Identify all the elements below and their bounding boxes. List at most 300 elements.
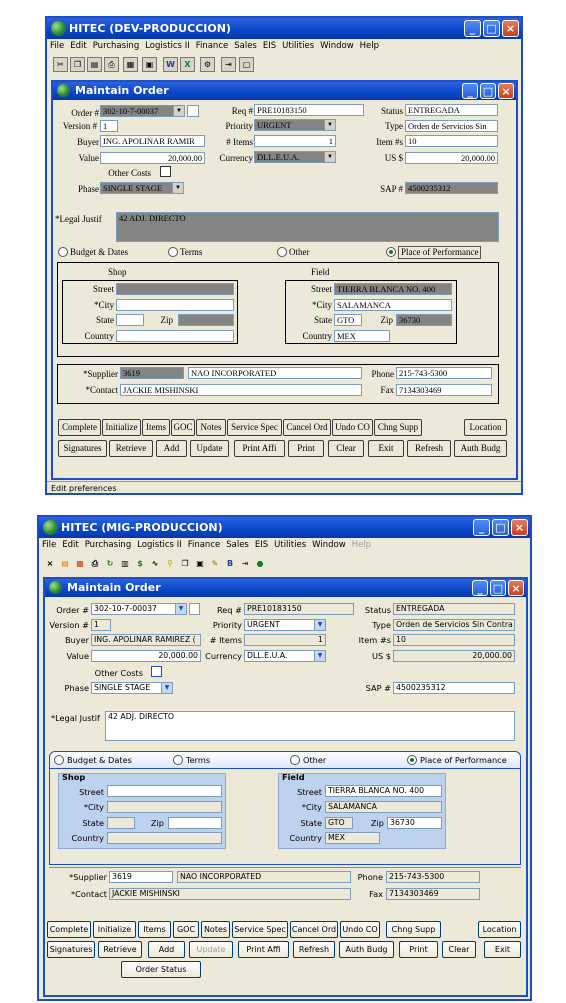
field-city-field [325, 801, 442, 813]
shop-street-label: Street [93, 284, 114, 294]
signatures-button[interactable]: Signatures [58, 440, 107, 457]
value-value: 20,000.00 [168, 153, 202, 163]
phone-label: Phone [371, 369, 394, 379]
maximize-icon[interactable]: □ [492, 519, 509, 536]
globe-icon [49, 581, 62, 594]
shop-street-field[interactable] [116, 283, 234, 295]
mig-child-window [43, 577, 528, 997]
req-field[interactable] [254, 104, 364, 116]
initialize-button[interactable]: Initialize [93, 921, 136, 938]
tab-other[interactable]: Other [289, 247, 310, 257]
priority-select[interactable] [244, 619, 326, 631]
us-value: 20,000.00 [461, 153, 495, 163]
chevron-down-icon[interactable]: ▼ [173, 106, 184, 116]
phase-label: Phase [78, 184, 99, 194]
tab-budget[interactable]: Budget & Dates [70, 247, 128, 257]
field-state-field[interactable] [334, 314, 362, 326]
supplier-panel [49, 867, 521, 905]
menu-finance[interactable]: Finance [187, 540, 221, 550]
us-field [393, 650, 515, 662]
items-button[interactable]: Items [142, 419, 170, 436]
menu-edit[interactable]: Edit [70, 41, 87, 51]
print-button[interactable]: Print [399, 941, 438, 958]
place-panel [49, 769, 521, 865]
supplier-name-value: NAO INCORPORATED [191, 368, 277, 378]
item-hash-value: 10 [396, 635, 406, 644]
buyer-label: Buyer [64, 635, 89, 645]
shop-title: Shop [108, 267, 127, 277]
copy-icon[interactable]: ❐ [181, 559, 189, 568]
fax-field [386, 888, 480, 900]
dollar-icon[interactable]: $ [137, 559, 143, 568]
menu-file[interactable]: File [50, 41, 65, 51]
legal-label: *Legal Justif [51, 713, 100, 723]
place-panel [57, 262, 499, 357]
word-icon[interactable]: W [163, 57, 178, 72]
us-field [405, 152, 498, 164]
globe-icon [51, 21, 66, 36]
refresh-button[interactable]: Refresh [407, 440, 451, 457]
field-country-label: Country [302, 331, 332, 341]
field-title: Field [282, 772, 305, 782]
field-street-value: TIERRA BLANCA NO. 400 [337, 284, 436, 294]
field-zip-field[interactable] [387, 817, 442, 829]
order-value: 302-10-7-00037 [94, 604, 158, 613]
priority-value: URGENT [257, 120, 292, 130]
field-street-label: Street [297, 787, 322, 797]
shop-state-field[interactable] [116, 314, 144, 326]
chevron-down-icon[interactable]: ▼ [324, 120, 335, 130]
order-status-button[interactable]: Order Status [121, 961, 201, 978]
status-text: Edit preferences [51, 484, 117, 493]
update-button[interactable]: Update [190, 440, 229, 457]
tab-terms[interactable]: Terms [186, 755, 211, 765]
type-field [405, 120, 498, 132]
graph-icon[interactable]: ∿ [151, 559, 159, 568]
location-button[interactable]: Location [464, 419, 507, 436]
complete-button[interactable]: Complete [47, 921, 91, 938]
req-value: PRE10183150 [247, 604, 302, 613]
tab-other[interactable]: Other [303, 755, 327, 765]
menu-utilities[interactable]: Utilities [274, 540, 307, 550]
shop-country-field [107, 832, 222, 844]
field-street-value: TIERRA BLANCA NO. 400 [328, 786, 425, 795]
dev-app-title: HITEC (DEV-PRODUCCION) [69, 22, 231, 35]
item-hash-value: 10 [408, 136, 417, 146]
other-costs-checkbox[interactable] [160, 166, 171, 177]
goc-button[interactable]: GOC [171, 419, 195, 436]
items-field [254, 135, 336, 147]
type-label: Type [385, 121, 403, 131]
legal-field[interactable] [105, 711, 515, 741]
notes-button[interactable]: Notes [201, 921, 230, 938]
us-label: US $ [384, 153, 403, 163]
add-button[interactable]: Add [148, 941, 185, 958]
supplier-code-value: 3619 [123, 368, 140, 378]
tab-place[interactable]: Place of Performance [420, 755, 507, 765]
type-label: Type [372, 620, 391, 630]
supplier-code-field[interactable] [120, 367, 184, 379]
close-icon[interactable]: × [46, 559, 54, 568]
chevron-down-icon[interactable]: ▼ [314, 651, 325, 661]
window-icon[interactable]: ▢ [239, 57, 254, 72]
menu-logistics[interactable]: Logistics II [137, 540, 182, 550]
buyer-value: ING. APOLINAR RAMIR [103, 136, 195, 146]
update-button: Update [189, 941, 233, 958]
menu-help[interactable]: Help [359, 41, 380, 51]
supplier-code-field[interactable] [109, 871, 173, 883]
close-icon[interactable]: × [498, 83, 514, 99]
tab-other-radio[interactable] [290, 755, 300, 765]
chevron-down-icon[interactable]: ▼ [161, 683, 172, 693]
phase-label: Phase [64, 683, 89, 693]
supplier-label: *Supplier [69, 872, 107, 882]
currency-select[interactable] [254, 151, 336, 163]
phase-select[interactable] [100, 182, 184, 194]
doc-icon[interactable]: ▥ [121, 559, 129, 568]
paste-icon[interactable]: ▣ [196, 559, 204, 568]
field-state-label: State [300, 818, 322, 828]
close-icon[interactable]: × [511, 519, 528, 536]
complete-button[interactable]: Complete [58, 419, 101, 436]
close-icon[interactable]: × [502, 20, 519, 37]
sap-field[interactable] [405, 182, 498, 194]
buyer-field [91, 634, 201, 646]
sap-label: SAP # [380, 184, 403, 194]
tab-place-radio[interactable] [386, 247, 396, 257]
status-value: ENTREGADA [396, 604, 445, 613]
report-icon[interactable]: ▦ [76, 559, 84, 568]
items-field [244, 634, 326, 646]
retrieve-button[interactable]: Retrieve [109, 440, 153, 457]
shop-title: Shop [62, 772, 86, 782]
contact-label: *Contact [71, 889, 107, 899]
print-icon[interactable]: ⎙ [91, 559, 99, 568]
item-hash-field [405, 135, 498, 147]
contact-field[interactable] [120, 384, 362, 396]
supplier-label: *Supplier [83, 369, 118, 379]
fax-value: 7134303469 [399, 385, 442, 395]
sap-value: 4500235312 [396, 683, 446, 692]
other-costs-label: Other Costs [108, 168, 151, 178]
field-city-field[interactable] [334, 299, 452, 311]
other-costs-label: Other Costs [94, 668, 143, 678]
supplier-name-field [177, 871, 351, 883]
chevron-down-icon[interactable]: ▼ [172, 183, 183, 193]
field-street-field[interactable] [334, 283, 452, 295]
service-spec-button[interactable]: Service Spec [227, 419, 282, 436]
cut-icon[interactable]: ✂ [53, 57, 68, 72]
sap-field[interactable] [393, 682, 515, 694]
shop-city-field[interactable] [116, 299, 234, 311]
mig-toolbar [39, 554, 530, 574]
fax-field [396, 384, 492, 396]
type-value: Orden de Servicios Sin [408, 121, 487, 131]
dev-app-titlebar[interactable] [47, 18, 521, 39]
field-state-value: GTO [328, 818, 345, 827]
req-field [244, 603, 354, 615]
exit-button[interactable]: Exit [368, 440, 404, 457]
menu-eis[interactable]: EIS [254, 540, 269, 550]
clear-button[interactable]: Clear [442, 941, 476, 958]
sap-value: 4500235312 [408, 183, 451, 193]
other-costs-checkbox[interactable] [151, 666, 162, 677]
order-label: Order # [71, 108, 99, 118]
field-city-label: *City [301, 802, 322, 812]
supplier-name-value: NAO INCORPORATED [180, 872, 262, 881]
fax-label: Fax [380, 385, 394, 395]
req-label: Req # [216, 605, 242, 615]
retrieve-button[interactable]: Retrieve [98, 941, 142, 958]
dev-menubar [47, 39, 521, 54]
print-affi-button[interactable]: Print Affi [234, 440, 285, 457]
shop-country-field[interactable] [116, 330, 234, 342]
items-value: 1 [318, 635, 323, 644]
chevron-down-icon[interactable]: ▼ [324, 152, 335, 162]
tools-icon[interactable]: ✎ [211, 559, 219, 568]
order-value: 302-10-7-00037 [103, 106, 159, 116]
search-icon[interactable]: ⚲ [167, 559, 173, 568]
tab-place[interactable]: Place of Performance [398, 246, 481, 259]
dev-statusbar [47, 481, 521, 495]
chevron-down-icon[interactable]: ▼ [175, 604, 186, 614]
supplier-name-field [188, 367, 362, 379]
shop-city-label: *City [83, 802, 104, 812]
phone-value: 215-743-5300 [389, 872, 445, 881]
status-value: ENTREGADA [408, 105, 460, 115]
b-icon[interactable]: B [226, 559, 234, 568]
calc-icon[interactable]: ▣ [142, 57, 157, 72]
version-label: Version # [62, 121, 97, 131]
item-hash-field [393, 634, 515, 646]
maximize-icon[interactable]: □ [483, 20, 500, 37]
currency-label: Currency [219, 153, 253, 163]
field-country-value: MEX [337, 331, 356, 341]
value-field[interactable] [91, 650, 201, 662]
field-street-field[interactable] [325, 785, 442, 797]
fax-value: 7134303469 [389, 889, 439, 898]
order-select[interactable] [100, 105, 185, 117]
items-label: # Items [209, 635, 242, 645]
phone-label: Phone [357, 872, 383, 882]
dev-child-window [51, 80, 518, 480]
req-label: Req # [231, 106, 253, 116]
field-country-field [325, 832, 380, 844]
tab-budget[interactable]: Budget & Dates [67, 755, 132, 765]
mig-app-titlebar[interactable] [39, 517, 530, 538]
phone-field [396, 367, 492, 379]
menu-logistics[interactable]: Logistics II [145, 41, 190, 51]
phase-value: SINGLE STAGE [103, 183, 163, 193]
excel-icon[interactable]: X [180, 57, 195, 72]
shop-zip-label: Zip [150, 818, 164, 828]
field-zip-value: 36730 [390, 818, 415, 827]
menu-eis[interactable]: EIS [262, 41, 277, 51]
menu-window[interactable]: Window [312, 540, 346, 550]
menu-file[interactable]: File [42, 540, 57, 550]
field-zip-label: Zip [370, 818, 384, 828]
order-extra-field[interactable] [187, 105, 199, 117]
version-value: 1 [94, 620, 99, 629]
shop-street-label: Street [79, 787, 104, 797]
buyer-field[interactable] [100, 135, 205, 147]
priority-label: Priority [212, 620, 242, 630]
undo-co-button[interactable]: Undo CO [332, 419, 373, 436]
reload-icon[interactable]: ↻ [106, 559, 114, 568]
field-zip-label: Zip [380, 315, 393, 325]
mig-app-window [37, 515, 532, 1001]
field-zip-field[interactable] [396, 314, 452, 326]
mig-child-titlebar[interactable] [45, 579, 526, 597]
field-state-label: State [314, 315, 332, 325]
signatures-button[interactable]: Signatures [47, 941, 95, 958]
legal-value: 42 ADJ. DIRECTO [108, 712, 174, 721]
clear-button[interactable]: Clear [328, 440, 364, 457]
menu-help[interactable]: Help [351, 540, 372, 550]
shop-zip-field[interactable] [168, 817, 222, 829]
close-icon[interactable]: × [508, 580, 524, 596]
field-state-value: GTO [337, 315, 355, 325]
paste-icon[interactable]: ▤ [87, 57, 102, 72]
minimize-icon[interactable]: _ [473, 519, 490, 536]
minimize-icon[interactable]: _ [464, 20, 481, 37]
service-spec-button[interactable]: Service Spec [232, 921, 288, 938]
tab-other-radio[interactable] [277, 247, 287, 257]
currency-label: Currency [205, 651, 242, 661]
req-value: PRE10183150 [257, 105, 307, 115]
us-value: 20,000.00 [472, 651, 512, 660]
mig-child-title: Maintain Order [67, 581, 161, 594]
tab-terms-radio[interactable] [173, 755, 183, 765]
value-field[interactable] [100, 152, 205, 164]
phone-field [386, 871, 480, 883]
shop-state-label: State [96, 315, 114, 325]
exit-button[interactable]: Exit [484, 941, 521, 958]
cancel-ord-button[interactable]: Cancel Ord [290, 921, 338, 938]
exit-icon[interactable]: ⇥ [221, 57, 236, 72]
auth-budg-button[interactable]: Auth Budg [454, 440, 507, 457]
mig-app-title: HITEC (MIG-PRODUCCION) [61, 521, 223, 534]
minimize-icon[interactable]: _ [472, 580, 488, 596]
dev-child-titlebar[interactable] [53, 82, 516, 100]
phone-value: 215-743-5300 [399, 368, 448, 378]
tab-budget-radio[interactable] [58, 247, 68, 257]
version-value: 1 [103, 121, 108, 131]
contact-field [109, 888, 351, 900]
money-icon[interactable]: ● [256, 559, 264, 568]
report-icon[interactable]: ▦ [123, 57, 138, 72]
version-field[interactable] [100, 120, 118, 132]
item-hash-label: Item #s [376, 137, 403, 147]
menu-window[interactable]: Window [320, 41, 354, 51]
maximize-icon[interactable]: □ [490, 580, 506, 596]
cancel-ord-button[interactable]: Cancel Ord [283, 419, 331, 436]
supplier-code-value: 3619 [112, 872, 132, 881]
tab-terms-radio[interactable] [168, 247, 178, 257]
priority-select[interactable] [254, 119, 336, 131]
items-value: 1 [328, 136, 333, 146]
supplier-panel [57, 364, 499, 404]
menu-sales[interactable]: Sales [234, 41, 257, 51]
maximize-icon[interactable]: □ [480, 83, 496, 99]
buyer-value: ING. APOLINAR RAMIREZ ( [94, 635, 196, 644]
tab-budget-radio[interactable] [54, 755, 64, 765]
status-field [405, 104, 498, 116]
currency-value: DLL.E.U.A. [247, 651, 288, 660]
shop-street-field[interactable] [107, 785, 222, 797]
menu-finance[interactable]: Finance [195, 41, 229, 51]
initialize-button[interactable]: Initialize [102, 419, 141, 436]
buyer-label: Buyer [77, 137, 99, 147]
status-label: Status [364, 605, 391, 615]
goc-button[interactable]: GOC [173, 921, 199, 938]
minimize-icon[interactable]: _ [462, 83, 478, 99]
version-label: Version # [49, 620, 89, 630]
status-field [393, 603, 515, 615]
legal-field[interactable] [116, 212, 499, 242]
print-affi-button[interactable]: Print Affi [238, 941, 289, 958]
menu-purchasing[interactable]: Purchasing [92, 41, 140, 51]
settings-icon[interactable]: ⚙ [200, 57, 215, 72]
field-street-label: Street [311, 284, 332, 294]
type-field [393, 619, 515, 631]
chng-supp-button[interactable]: Chng Supp [374, 419, 422, 436]
contact-value: JACKIE MISHINSKI [123, 385, 199, 395]
phase-select[interactable] [91, 682, 173, 694]
order-select[interactable] [91, 603, 187, 615]
us-label: US $ [371, 651, 391, 661]
menu-utilities[interactable]: Utilities [282, 41, 315, 51]
item-hash-label: Item #s [358, 635, 391, 645]
shop-city-field [107, 801, 222, 813]
currency-select[interactable] [244, 650, 326, 662]
menu-edit[interactable]: Edit [62, 540, 79, 550]
refresh-button[interactable]: Refresh [293, 941, 335, 958]
shop-country-label: Country [84, 331, 114, 341]
field-country-value: MEX [328, 833, 345, 842]
exit-icon[interactable]: ⇥ [241, 559, 249, 568]
print-icon[interactable]: ⎙ [104, 57, 119, 72]
field-zip-value: 36730 [399, 315, 421, 325]
auth-budg-button[interactable]: Auth Budg [339, 941, 394, 958]
menu-purchasing[interactable]: Purchasing [84, 540, 132, 550]
notes-button[interactable]: Notes [196, 419, 226, 436]
location-button[interactable]: Location [478, 921, 521, 938]
version-field [91, 619, 111, 631]
value-label: Value [66, 651, 89, 661]
copy-icon[interactable]: ❐ [70, 57, 85, 72]
field-country-field[interactable] [334, 330, 390, 342]
tab-terms[interactable]: Terms [180, 247, 203, 257]
menu-sales[interactable]: Sales [226, 540, 249, 550]
currency-value: DLL.E.U.A. [257, 152, 300, 162]
shop-state-label: State [82, 818, 104, 828]
print-button[interactable]: Print [288, 440, 324, 457]
globe-icon [43, 520, 58, 535]
undo-co-button[interactable]: Undo CO [340, 921, 380, 938]
field-title: Field [311, 267, 330, 277]
value-label: Value [78, 153, 99, 163]
chevron-down-icon[interactable]: ▼ [314, 620, 325, 630]
chng-supp-button[interactable]: Chng Supp [386, 921, 441, 938]
dev-child-title: Maintain Order [75, 84, 169, 97]
legal-label: *Legal Justif [55, 214, 102, 224]
items-button[interactable]: Items [138, 921, 171, 938]
tab-place-radio[interactable] [407, 755, 417, 765]
notes-icon[interactable]: ▤ [61, 559, 69, 568]
add-button[interactable]: Add [156, 440, 187, 457]
shop-zip-field[interactable] [178, 314, 234, 326]
